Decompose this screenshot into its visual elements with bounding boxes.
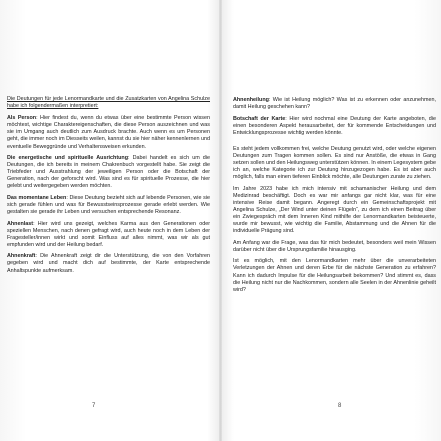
body-paragraph: Im Jahre 2023 habe ich mich intensiv mit schamanischer Heilung und dem Medizinrad beschäftigt. Doch es war mir anfangs gar nicht klar, was für eine intensive Reise damit begann. Angeregt durch ein Gemeinschaftsprojekt mit Angelina Schulze, „Der Wind unter deinen Flügeln“, zu dem ich einen Beitrag über ein Zwiegespräch mit dem Inneren Kind mithilfe der Lenormandkarten beisteuerte, wurde mir bewusst, wie wichtig die Familie, Abstammung und die Ahnen für die individuelle Prägung sind. [233, 185, 436, 235]
section-energetische-ausrichtung [7, 155, 210, 190]
section-body: : Die Ahnenkraft zeigt dir die Unterstützung, die von den Vorfahren gegeben wird und macht dich auf bestimmte, der Karte entsprechende Anhaltspunkte aufmerksam. [7, 253, 210, 274]
section-lead: Ahnenheilung [233, 97, 269, 103]
page-number-left: 7 [92, 403, 96, 409]
section-ahnenkraft [7, 253, 210, 274]
section-body: : Dabei handelt es sich um die Deutungen, die ich bereits in meinem Chakrenbuch vorgestellt habe. Sie zeigt die Triebfeder und Ausstrahlung der jeweiligen Person oder die Botschaft der Generation, nach der geforscht wird. Was sind es für spirituelle Prozesse, die hier gelebt und weitergegeben werden möchten. [7, 155, 210, 190]
section-body: : Diese Deutung bezieht sich auf lebende Personen, wie sie sich gerade fühlen und was für Bewusstseinsprozesse gerade erlebt werden. Wie gestalten sie gerade ihr Leben und versuchen entsprechende Resonanz. [7, 194, 210, 216]
section-lead: Ahnenkraft [7, 253, 36, 260]
section-lead: Die energetische und spirituelle Ausrichtung [7, 155, 129, 162]
body-paragraph: Ist es möglich, mit den Lenormandkarten mehr über die unverarbeiteten Verletzungen der Ahnen und deren Erbe für die nächste Generation zu erfahren? Kann ich dadurch Impulse für die Heilungsarbeit bekommen? Und stimmt es, dass die Heilung nicht nur die Nachkommen, sondern alle Seelen in der Ahnenlinie geheilt wird? [233, 258, 436, 293]
section-lead: Ahnenlast [7, 220, 34, 227]
section-lead: Botschaft der Karte [233, 115, 286, 122]
body-paragraph: Es steht jedem vollkommen frei, welche Deutung genutzt wird, oder welche eigenen Deutungen zum Tragen kommen sollen. Es sind nur Anstöße, die etwas in Gang setzen sollen und den Heilungsweg unterstützen können. In einem Legesystem gebe ich an, welche Kategorie ich zur Deutung hinzugezogen habe. Es ist aber auch möglich, falls man einen tieferen Einblick möchte, alle Deutungen zurate zu ziehen. [233, 145, 436, 181]
section-als-person [7, 115, 210, 150]
section-lead: Das momentane Leben [7, 194, 67, 201]
section-body: : Hier findest du, wenn du etwas über eine bestimmte Person wissen möchtest, wichtige Charaktereigenschaften, die diese Person auszeichnen und was sie im Umgang auch deutlich zum Ausdruck brachte. Auch wenn es um Personen geht, die immer noch im Diesseits weilen, kannst du sie hier näher kennenlernen und eventuelle Beweggründe und Verhaltensweisen erkunden. [7, 115, 210, 150]
section-momentane-leben [7, 195, 210, 216]
section-lead: Als Person [7, 115, 37, 122]
page-number-right: 8 [338, 403, 342, 409]
right-page-text [233, 97, 436, 298]
right-page [221, 0, 441, 441]
section-body: : Hier wird nochmal eine Deutung der Karte angeboten, die einen besonderen Aspekt herausarbeitet, der für kommende Entscheidungen und Entwicklungsprozesse wichtig werden könnte. [233, 115, 437, 136]
section-botschaft-der-karte [233, 116, 436, 137]
body-paragraph: Am Anfang war die Frage, was das für mich bedeutet, besonders weil mein Wissen darüber nicht über die Ursprungsfamilie hinausging. [233, 239, 436, 253]
intro-paragraph: Die Deutungen für jede Lenormandkarte und die Zusatzkarten von Angelina Schulze habe ich folgendermaßen interpretiert: [7, 96, 210, 110]
left-page-text [7, 96, 210, 279]
section-ahnenheilung [233, 97, 436, 111]
section-body: : Wie ist Heilung möglich? Was ist zu erkennen oder anzunehmen, damit Heilung geschehen kann? [233, 97, 436, 111]
section-body: : Hier wird uns gezeigt, welches Karma aus den Generationen oder speziellen Menschen, nach denen gefragt wird, auch heute noch in dem Leben der Fragesteller/innen wirkt und somit Einfluss auf alles nimmt, was wir als gut empfunden wird und der Heilung bedarf. [7, 220, 210, 248]
section-ahnenlast [7, 221, 210, 249]
left-page [0, 0, 220, 441]
